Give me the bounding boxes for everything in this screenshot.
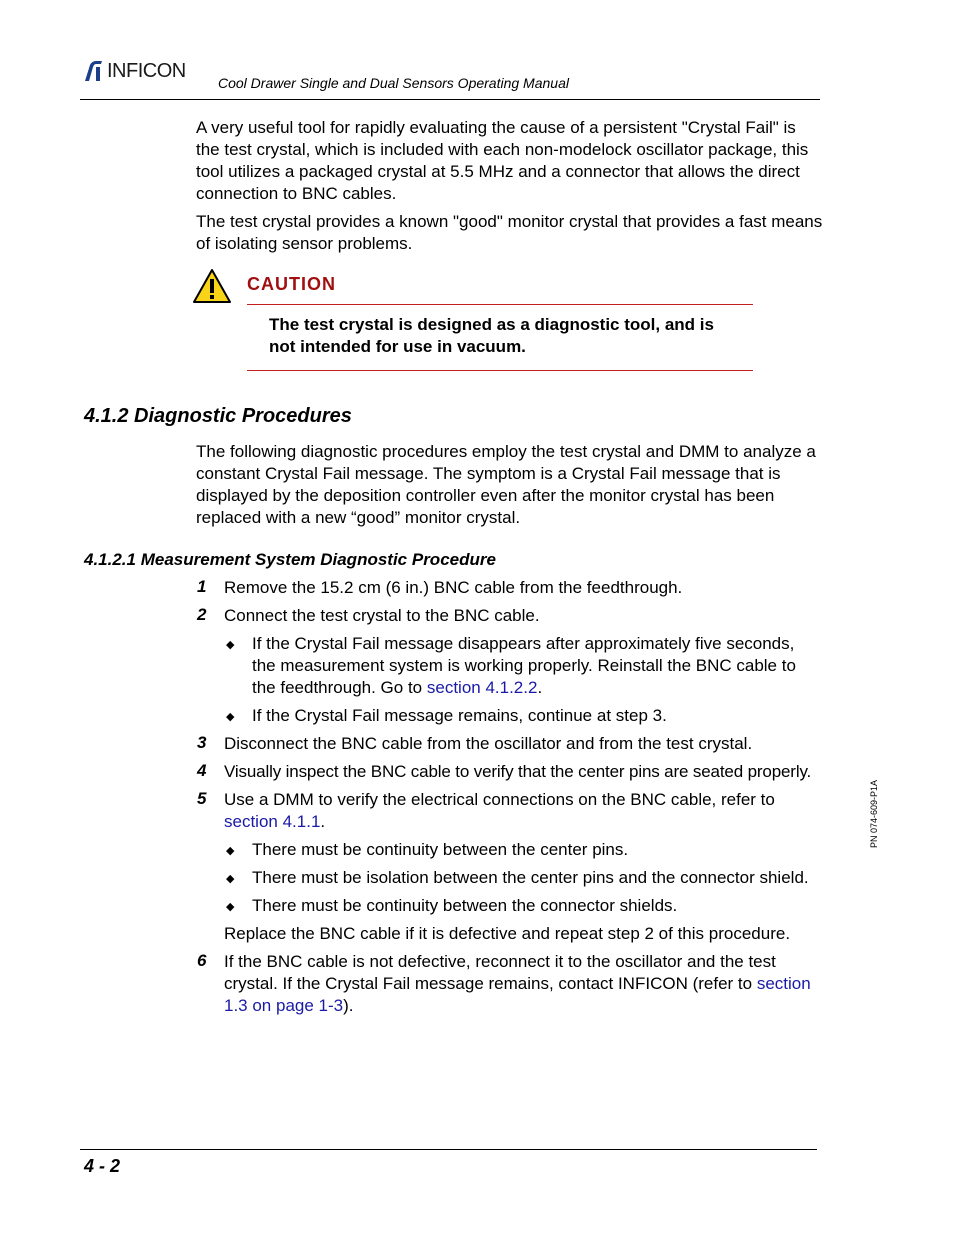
header-rule (80, 99, 820, 100)
text-line: the measurement system is working properly. Reinstall the BNC cable to (252, 656, 796, 675)
step-number: 4 (197, 761, 207, 780)
logo-text: INFICON (107, 59, 186, 82)
step-note: Replace the BNC cable if it is defective and repeat step 2 of this procedure. (224, 924, 791, 943)
text-line: tool utilizes a packaged crystal at 5.5 MHz and a connector that allows the direct (196, 162, 800, 181)
text-line: not intended for use in vacuum. (269, 337, 526, 356)
bullet-text: There must be isolation between the center pins and the connector shield. (252, 868, 809, 887)
step-text: Connect the test crystal to the BNC cable. (224, 606, 540, 625)
inficon-logo (82, 58, 186, 84)
footer-rule (80, 1149, 817, 1150)
section-link[interactable]: section (756, 974, 811, 993)
caution-top-rule (247, 304, 753, 305)
text-line: The test crystal provides a known "good" monitor crystal that provides a fast means (196, 212, 823, 231)
inficon-logo-icon (82, 59, 104, 83)
text-line (224, 995, 811, 1017)
caution-bottom-rule (247, 370, 753, 371)
section-link[interactable]: section 4.1.1 (224, 812, 321, 831)
bullet-text (252, 633, 796, 699)
text-span: ). (343, 996, 354, 1015)
text-line (252, 677, 796, 699)
text-line: If the BNC cable is not defective, reconnect it to the oscillator and the test (224, 952, 776, 971)
text-line (224, 811, 775, 833)
step-text (224, 951, 811, 1017)
step-number: 5 (197, 789, 207, 808)
intro-paragraph-1 (196, 117, 808, 205)
text-line: If the Crystal Fail message disappears after approximately five seconds, (252, 634, 795, 653)
text-line: displayed by the deposition controller even after the monitor crystal has been (196, 486, 775, 505)
bullet-text: If the Crystal Fail message remains, continue at step 3. (252, 706, 667, 725)
bullet-text: There must be continuity between the connector shields. (252, 896, 678, 915)
text-span: crystal. If the Crystal Fail message remains, contact INFICON (refer to (224, 974, 757, 993)
bullet-text: There must be continuity between the center pins. (252, 840, 629, 859)
diamond-bullet-icon: ◆ (226, 845, 235, 857)
text-line: constant Crystal Fail message. The symptom is a Crystal Fail message that is (196, 464, 781, 483)
text-line (224, 973, 811, 995)
subsection-heading: 4.1.2.1 Measurement System Diagnostic Procedure (84, 550, 496, 569)
text-span: . (320, 812, 326, 831)
text-line: The following diagnostic procedures employ the test crystal and DMM to analyze a (196, 442, 816, 461)
step-number: 3 (197, 733, 207, 752)
section-heading: 4.1.2 Diagnostic Procedures (84, 405, 352, 427)
step-number: 2 (197, 605, 207, 624)
step-text: Remove the 15.2 cm (6 in.) BNC cable from the feedthrough. (224, 578, 683, 597)
intro-paragraph-2 (196, 211, 822, 255)
part-number: PN 074-609-P1A (869, 779, 879, 849)
step-text (224, 789, 775, 833)
step-text: Disconnect the BNC cable from the oscillator and from the test crystal. (224, 734, 753, 753)
section-link[interactable]: 1.3 on page 1-3 (224, 996, 344, 1015)
text-line: connection to BNC cables. (196, 184, 397, 203)
diamond-bullet-icon: ◆ (226, 639, 235, 651)
text-span: the feedthrough. Go to (252, 678, 427, 697)
manual-title: Cool Drawer Single and Dual Sensors Operating Manual (218, 75, 569, 91)
text-line: A very useful tool for rapidly evaluating the cause of a persistent "Crystal Fail" is (196, 118, 796, 137)
page-number: 4 - 2 (84, 1156, 121, 1176)
step-number: 1 (197, 577, 207, 596)
text-span: . (537, 678, 543, 697)
text-line: the test crystal, which is included with each non-modelock oscillator package, this (196, 140, 809, 159)
section-link[interactable]: section 4.1.2.2 (426, 678, 538, 697)
text-line: Use a DMM to verify the electrical connections on the BNC cable, refer to (224, 790, 775, 809)
diamond-bullet-icon: ◆ (226, 873, 235, 885)
text-line: replaced with a new “good” monitor crystal. (196, 508, 521, 527)
step-number: 6 (197, 951, 207, 970)
text-line: The test crystal is designed as a diagnostic tool, and is (269, 315, 714, 334)
section-paragraph (196, 441, 816, 529)
warning-triangle-icon (192, 268, 232, 304)
diamond-bullet-icon: ◆ (226, 901, 235, 913)
step-text: Visually inspect the BNC cable to verify that the center pins are seated properly. (224, 762, 812, 781)
caution-text (269, 314, 749, 358)
diamond-bullet-icon: ◆ (226, 711, 235, 723)
caution-title: CAUTION (247, 274, 336, 294)
text-line: of isolating sensor problems. (196, 234, 413, 253)
